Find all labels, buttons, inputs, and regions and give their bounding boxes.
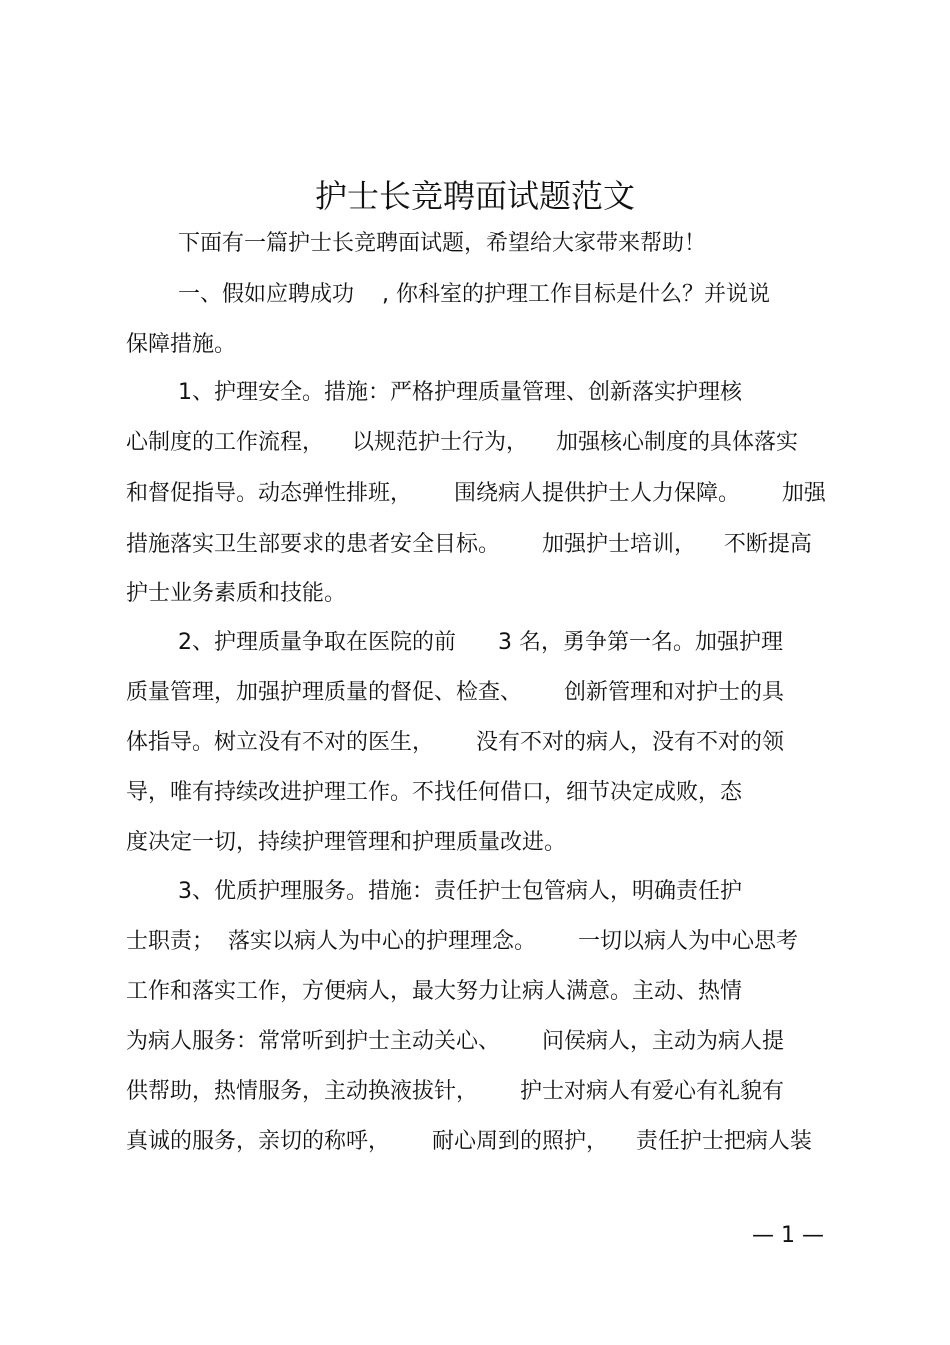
question-one-line-2: 保障措施。 [126,332,237,357]
item-1-line-4: 措施落实卫生部要求的患者安全目标。 加强护士培训， 不断提高 [126,532,812,557]
item-1-line-5: 护士业务素质和技能。 [126,581,347,606]
item-3-line-1: 3、优质护理服务。措施：责任护士包管病人，明确责任护 [178,879,742,904]
item-1-line-2: 心制度的工作流程， 以规范护士行为， 加强核心制度的具体落实 [126,430,798,455]
item-3-line-6: 真诚的服务，亲切的称呼， 耐心周到的照护， 责任护士把病人装 [126,1129,812,1154]
item-1-line-1: 1、护理安全。措施：严格护理质量管理、创新落实护理核 [178,380,742,405]
item-1-line-3: 和督促指导。动态弹性排班， 围绕病人提供护士人力保障。 加强 [126,481,826,506]
paragraph-intro: 下面有一篇护士长竞聘面试题，希望给大家带来帮助！ [178,231,707,256]
item-3-line-2: 士职责； 落实以病人为中心的护理理念。 一切以病人为中心思考 [126,929,798,954]
item-3-line-3: 工作和落实工作，方便病人，最大努力让病人满意。主动、热情 [126,979,743,1004]
item-2-line-3: 体指导。树立没有不对的医生， 没有不对的病人，没有不对的领 [126,730,784,755]
question-one-line-1: 一、假如应聘成功 , 你科室的护理工作目标是什么？并说说 [178,282,770,307]
item-2-line-5: 度决定一切，持续护理管理和护理质量改进。 [126,830,567,855]
item-2-line-4: 导，唯有持续改进护理工作。不找任何借口，细节决定成败，态 [126,780,743,805]
item-2-line-2: 质量管理，加强护理质量的督促、检查、 创新管理和对护士的具 [126,680,784,705]
item-3-line-4: 为病人服务：常常听到护士主动关心、 问侯病人，主动为病人提 [126,1029,784,1054]
page-title: 护士长竞聘面试题范文 [314,177,635,215]
item-3-line-5: 供帮助，热情服务，主动换液拔针， 护士对病人有爱心有礼貌有 [126,1079,784,1104]
page-number: — 1 — [752,1223,824,1248]
item-2-line-1: 2、护理质量争取在医院的前 3 名，勇争第一名。加强护理 [178,630,783,655]
